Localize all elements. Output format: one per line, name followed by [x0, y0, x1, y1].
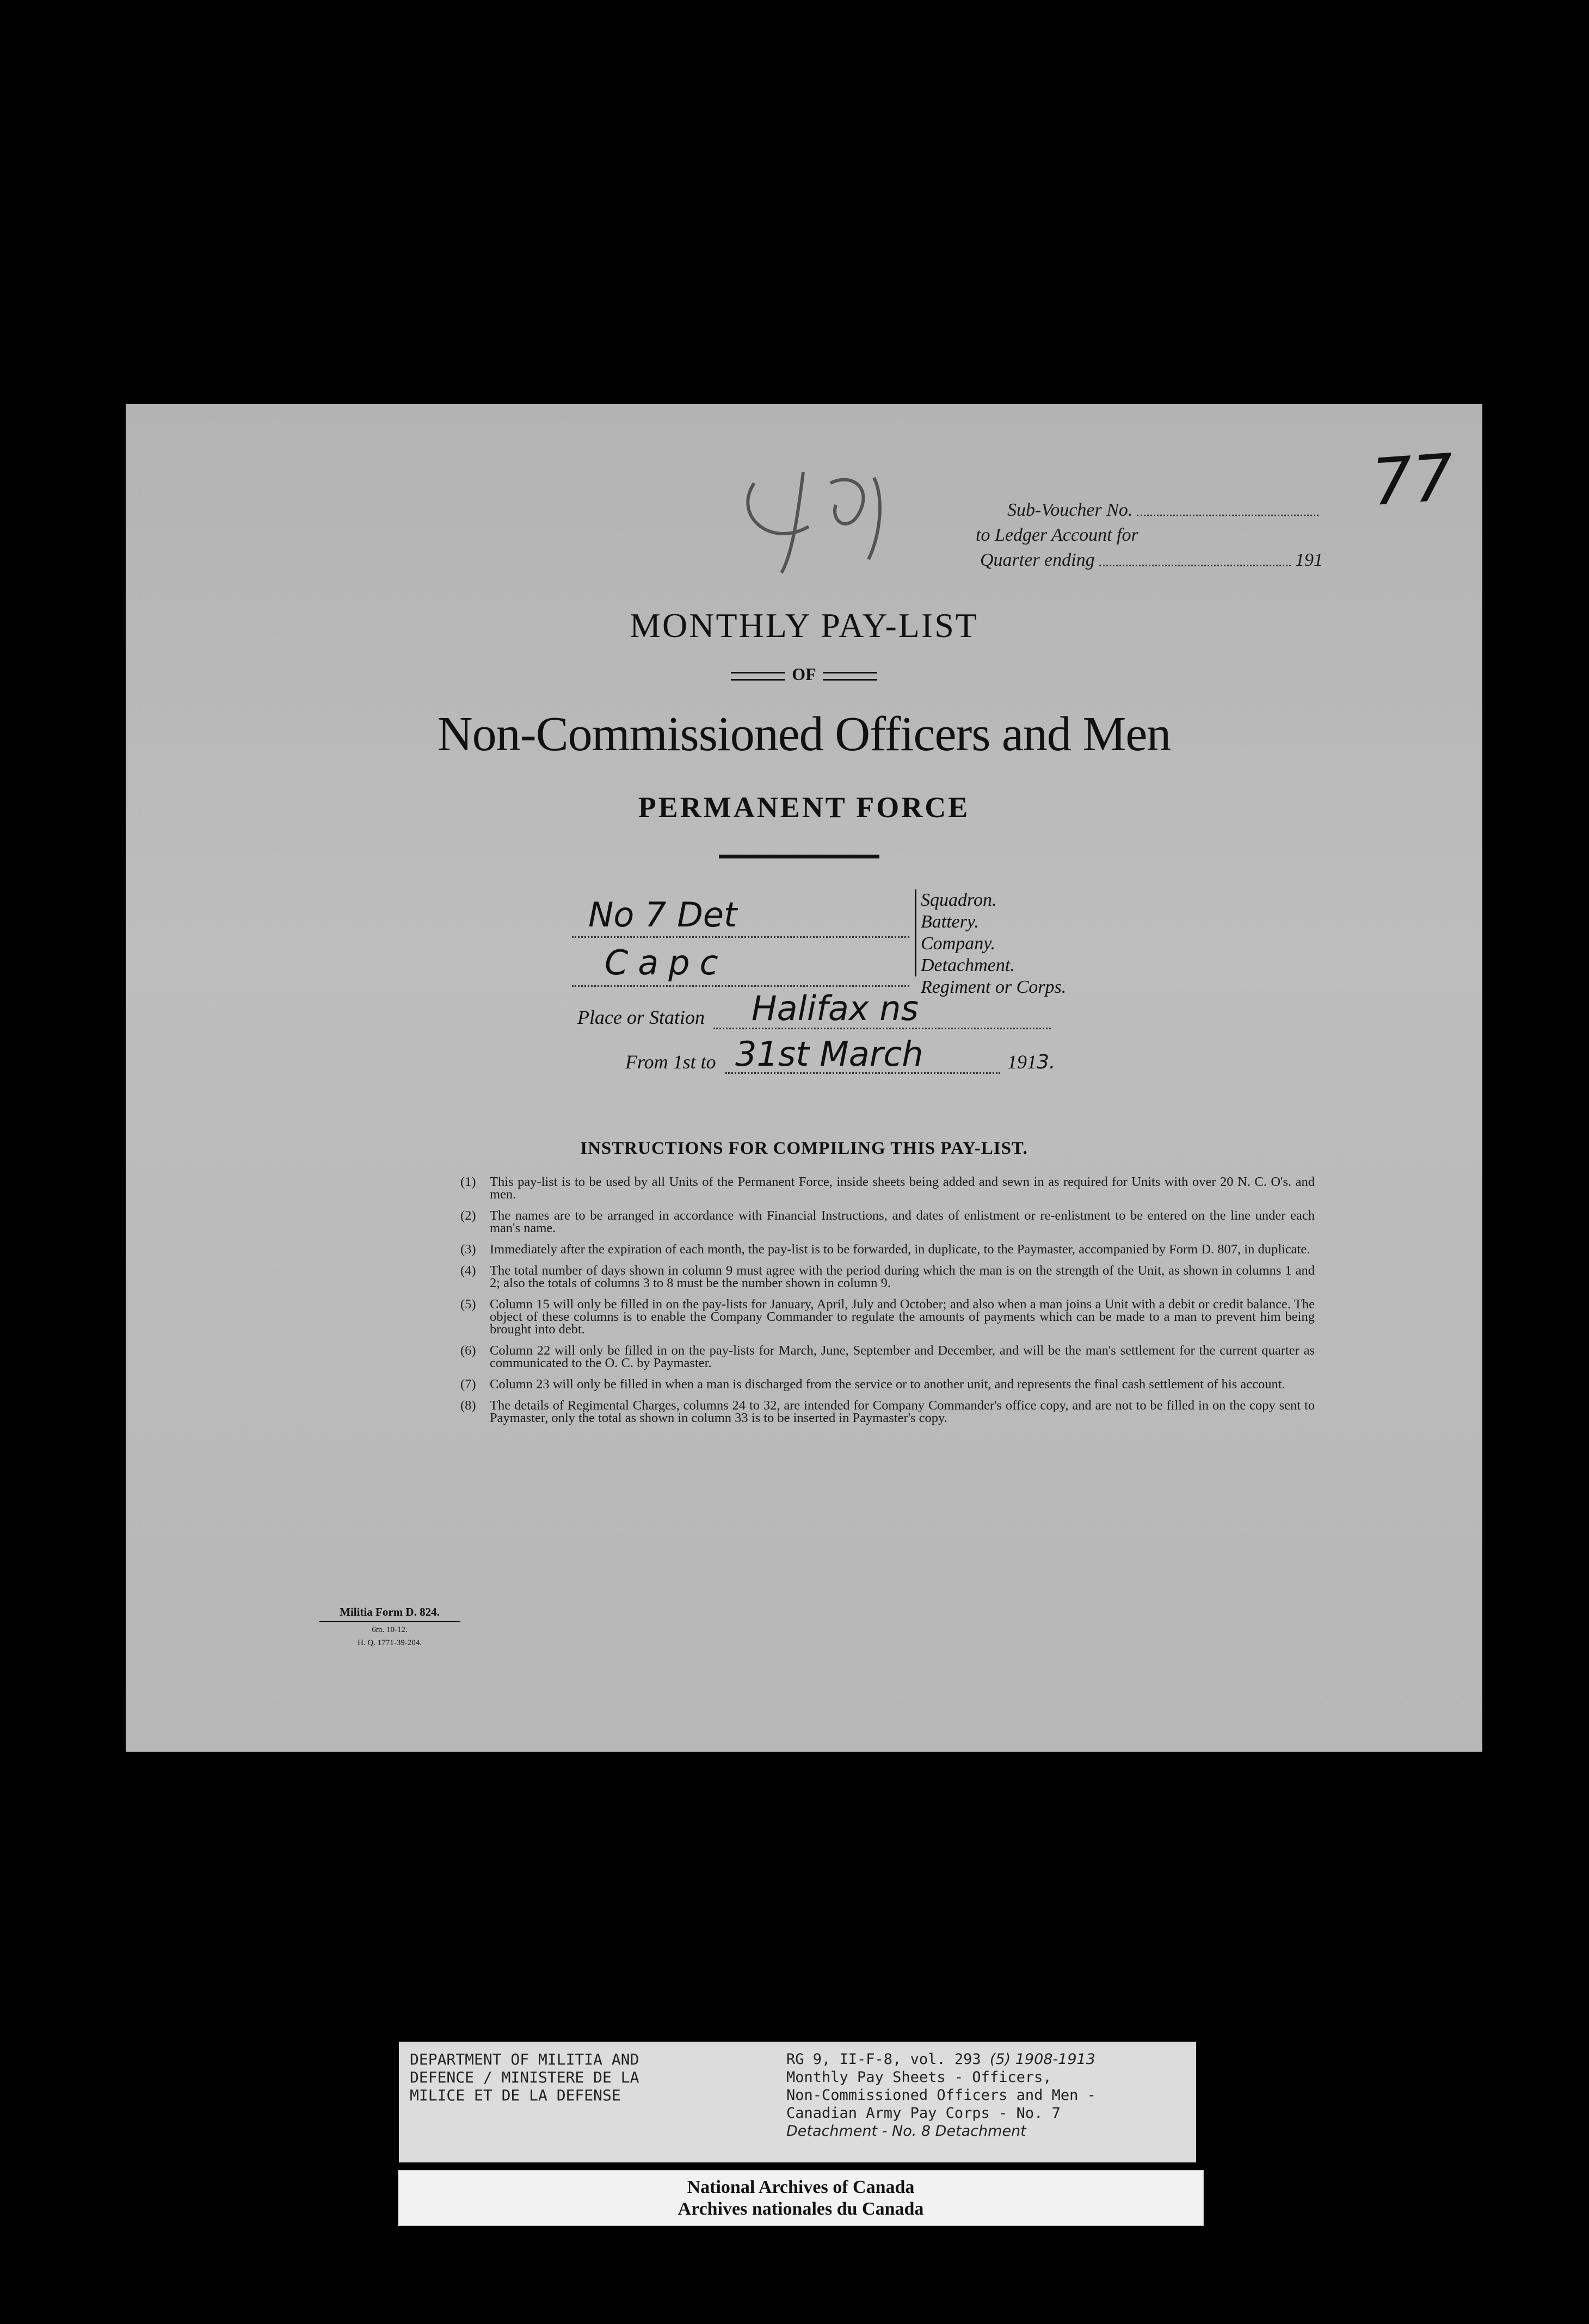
item-text: This pay-list is to be used by all Units of the Permanent Force, inside sheets being added and sewn in as required for Units with over 20 N. C. O's. and men. — [490, 1175, 1315, 1202]
period-year-digit: 3. — [1037, 1051, 1056, 1073]
handwritten-corps: Capc — [605, 943, 728, 982]
corps-field[interactable] — [572, 985, 909, 987]
of-label: OF — [792, 664, 816, 684]
list-item — [460, 1399, 1315, 1424]
item-number: (8) — [460, 1398, 476, 1413]
reference-line: Detachment - No. 8 Detachment — [786, 2123, 1026, 2140]
quarter-label: Quarter ending — [980, 550, 1095, 570]
list-item — [460, 1209, 1315, 1234]
form-print-line1: 6m. 10-12. — [372, 1625, 408, 1634]
reference-line: Non-Commissioned Officers and Men - — [786, 2087, 1096, 2104]
instructions-title: INSTRUCTIONS FOR COMPILING THIS PAY-LIST. — [580, 1139, 1028, 1158]
list-item — [460, 1264, 1315, 1289]
voucher-block — [855, 496, 1323, 571]
reference-line: Monthly Pay Sheets - Officers, — [786, 2069, 1052, 2086]
department-name — [410, 2050, 639, 2104]
unit-type-company: Company. — [921, 934, 995, 954]
form-print-line2: H. Q. 1771-39-204. — [358, 1639, 422, 1647]
unit-field[interactable] — [572, 936, 909, 938]
handwritten-unit: No 7 Det — [588, 895, 737, 935]
reference-line: Canadian Army Pay Corps - No. 7 — [786, 2105, 1061, 2122]
form-name: Militia Form D. 824. — [319, 1605, 460, 1622]
station-label: Place or Station — [577, 1006, 705, 1028]
department-line: DEPARTMENT OF MILITIA AND — [410, 2050, 639, 2068]
double-rule-left — [731, 672, 785, 681]
of-divider — [126, 664, 1482, 684]
item-number: (7) — [460, 1377, 476, 1392]
department-line: MILICE ET DE LA DEFENSE — [410, 2086, 621, 2104]
item-number: (3) — [460, 1242, 476, 1257]
item-text: Column 23 will only be filled in when a man is discharged from the service or to another unit, and represents the final cash settlement of his account. — [490, 1377, 1285, 1392]
archive-credit-bar — [398, 2170, 1204, 2226]
item-text: The names are to be arranged in accordance with Financial Instructions, and dates of enlistment or re-enlistment to be entered on the line under each man's name. — [490, 1208, 1315, 1235]
sub-voucher-row — [855, 496, 1323, 521]
unit-type-battery: Battery. — [921, 912, 979, 932]
item-text: Column 15 will only be filled in on the pay-lists for January, April, July and October; and also when a man joins a Unit with a debit or credit balance. The object of these columns is to enable the Company Commander to regulate the amounts of payments which can be made to a man to prevent him being brought into debt. — [490, 1297, 1315, 1337]
list-item — [460, 1378, 1315, 1390]
ledger-row — [855, 521, 1323, 546]
unit-type-regiment: Regiment or Corps. — [921, 977, 1067, 997]
item-number: (4) — [460, 1263, 476, 1278]
page-title: MONTHLY PAY-LIST — [630, 606, 978, 645]
item-text: The total number of days shown in column 9 must agree with the period during which the man is on the strength of the Unit, as shown in columns 1 and 2; also the totals of columns 3 to 8 must be the number shown in column 9. — [490, 1263, 1315, 1290]
list-item — [460, 1176, 1315, 1201]
period-year — [1007, 1050, 1055, 1073]
item-number: (6) — [460, 1343, 476, 1358]
item-number: (2) — [460, 1208, 476, 1223]
force-title: PERMANENT FORCE — [638, 791, 970, 824]
handwritten-period: 31st March — [735, 1034, 923, 1074]
title-rule — [719, 855, 879, 858]
archive-name-en: National Archives of Canada — [687, 2177, 915, 2197]
handwritten-station: Halifax ns — [752, 988, 919, 1028]
quarter-year: 191 — [1295, 550, 1323, 570]
list-item — [460, 1243, 1315, 1256]
archive-name-fr: Archives nationales du Canada — [678, 2199, 924, 2219]
pay-list-sheet — [126, 404, 1482, 1752]
reference-volume: RG 9, II-F-8, vol. 293 — [786, 2051, 981, 2068]
unit-type-list — [915, 889, 1015, 976]
department-line: DEFENCE / MINISTERE DE LA — [410, 2068, 639, 2086]
item-text: Immediately after the expiration of each month, the pay-list is to be forwarded, in duplicate, to the Paymaster, accompanied by Form D. 807, in duplicate. — [490, 1242, 1310, 1257]
form-identifier — [319, 1605, 460, 1648]
sub-voucher-label: Sub-Voucher No. — [1007, 500, 1133, 520]
unit-block — [572, 889, 1225, 998]
list-item — [460, 1298, 1315, 1336]
item-number: (1) — [460, 1175, 476, 1189]
reference-years: (5) 1908-1913 — [989, 2051, 1095, 2068]
period-label: From 1st to — [625, 1051, 716, 1073]
instructions-list — [460, 1176, 1315, 1433]
reference-line — [786, 2050, 1096, 2068]
unit-type-squadron: Squadron. — [921, 890, 997, 910]
item-text: Column 22 will only be filled in on the pay-lists for March, June, September and December, and will be the man's settlement for the current quarter as communicated to the O. C. by Paymaster. — [490, 1343, 1315, 1370]
subtitle: Non-Commissioned Officers and Men — [437, 707, 1171, 761]
period-year-prefix: 191 — [1007, 1051, 1037, 1073]
list-item — [460, 1344, 1315, 1369]
record-reference — [786, 2050, 1096, 2140]
item-number: (5) — [460, 1297, 476, 1312]
ledger-label: to Ledger Account for — [976, 525, 1138, 545]
sub-voucher-field[interactable] — [1137, 515, 1319, 516]
double-rule-right — [823, 672, 877, 681]
item-text: The details of Regimental Charges, columns 24 to 32, are intended for Company Commander's office copy, and are not to be filled in on the copy sent to Paymaster, only the total as shown in column 33 is to be inserted in Paymaster's copy. — [490, 1398, 1315, 1425]
archive-reference-card — [399, 2042, 1196, 2162]
page-number: 77 — [1369, 439, 1456, 521]
quarter-field[interactable] — [1099, 565, 1291, 566]
unit-type-detachment: Detachment. — [921, 955, 1015, 975]
quarter-row — [855, 546, 1323, 571]
